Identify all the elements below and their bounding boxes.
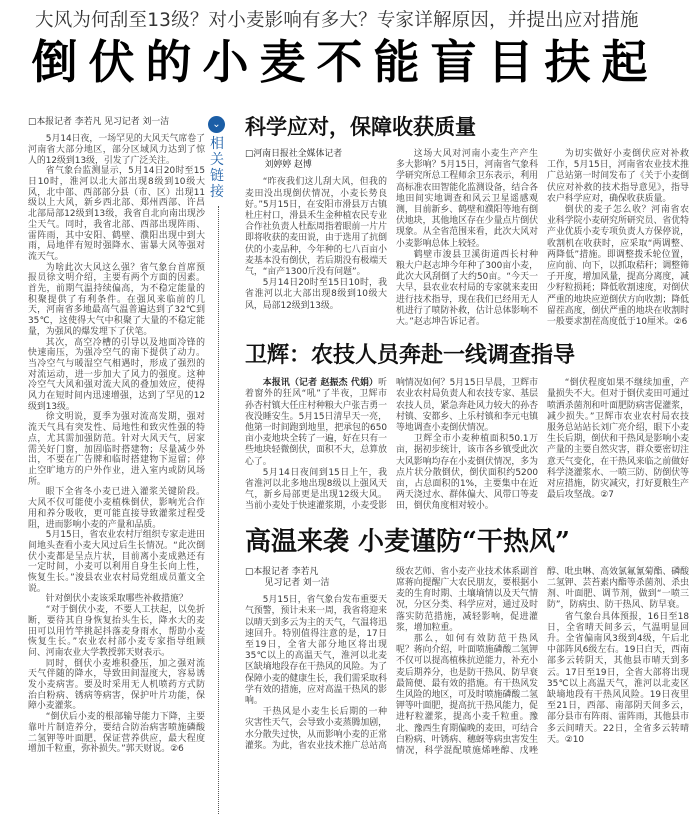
dotted-divider	[218, 206, 219, 814]
paragraph: 徐文明说，夏季为强对流高发期，强对流天气具有突发性、局地性和致灾性强的特点，尤其需加强防范。针对大风天气，居家需关好门窗，加固临时搭建物；尽量减少外出，不要在广告牌和临时搭建物下逗留；停止空旷地方的户外作业，进入室内或防风场所。	[28, 412, 205, 487]
paragraph: 鹤壁市浚县卫溪街道西长村种粮大户赵志坤今年种了300亩小麦，此次大风刮倒了大约50亩。“今天一大早，县农业农村局的专家就来麦田进行技术指导，现在我们已经用无人机进行了喷防补救，估计总体影响不大。”赵志坤告诉记者。	[396, 249, 538, 328]
paragraph: “对于倒伏小麦，不要人工扶起，以免折断，要待其自身恢复抬头生长，降水大的麦田可以用竹竿挑起抖落麦身雨水，帮助小麦恢复生长。”农业农村部小麦专家指导组顾问、河南农业大学教授郭天财表示。	[28, 605, 205, 658]
section-title: 科学应对，保障收获质量	[245, 114, 476, 139]
paragraph: 倒伏的麦子怎么收？河南省农业科学院小麦研究所研究员、省优特产业优质小麦专项负责人方保停说，收割机在收获时，应采取“两调整、两降低”措施。即调整拨禾轮位置，应向前、向下，以抓取秸秆；调整筛子开度，增加风量，提高分离度，减少籽粒损耗；降低收割速度，对倒伏严重的地块应逆倒伏方向收割；降低留茬高度，倒伏严重的地块在收割时一般要求割茬高度低于10厘米。②6	[547, 205, 689, 328]
paragraph-text: 听着窗外的狂风“吼”了半夜，卫辉市孙杏村镇大任庄村种粮大户张吉勇一夜没睡安生。5月15日清早天一亮，他第一时间跑到地里，把承包的650亩小麦地块全转了一遍，好在只有一些地块轻微倒伏，面积不大，总算放心了。	[245, 378, 387, 467]
paragraph: “倒伏后小麦的根部输导能力下降，主要靠叶片制造养分，要结合防治病害喷施磷酸二氢钾等叶面肥，保证营养供应，最大程度增加千粒重，弥补损失。”郭天财说。②6	[28, 712, 205, 755]
paragraph: 同时，倒伏小麦堆积叠压，加之强对流天气伴随的降水，导致田间湿度大，容易诱发小麦病害。要及时采用无人机喷药方式防治白粉病、锈病等病害，保护叶片功能，保障小麦灌浆。	[28, 658, 205, 712]
section-body	[245, 149, 689, 328]
section-title: 卫辉：农技人员奔赴一线调查指导	[245, 342, 576, 369]
section-title: 高温来袭 小麦谨防“干热风”	[245, 526, 570, 557]
paragraph: 干热风是小麦生长后期的一种灾害性天气，会导致小麦蒸腾加剧，水分散失过快，从而影响小麦的正常灌浆。为此，省农业技术推广总站高级农艺师、省小麦产业技术体系副首席蒋向提醒广大农民朋友，要根据小麦的生育时期、土壤墒情以及天气情况，分区分类、科学应对，通过及时落实防范措施，减轻影响，促进灌浆，增加粒重。	[245, 566, 538, 751]
paragraph: 省气象台监测显示，5月14日20时至15日10时，淮河以北大部出现8级到10级大风，北中部、西部部分县（市、区）出现11级以上大风，新乡西北部、郑州西部、许昌北部局部12级到13级，我省自北向南出现沙尘天气。同时，我省北部、西部出现阵雨、雷阵雨，其中安阳、鹤壁、濮阳出现中到大雨，局地伴有短时强降水、雷暴大风等强对流天气。	[28, 166, 205, 262]
paragraph: “倒伏程度如果不继续加重，产量损失不大。但对于倒伏麦田可通过喷洒杀菌剂和叶面肥防病害促灌浆，减少损失。”卫辉市农业农村局农技服务总站站长刘广亮介绍，眼下小麦生长后期，倒伏和干热风是影响小麦产量的主要自然灾害，群众要密切注意天气变化，在干热风来临之前做好科学浇灌浆水、一喷三防、防倒伏等对应措施，防灾减灾，打好夏粮生产最后攻坚战。②7	[547, 378, 689, 501]
byline-line: □本报记者 李若凡	[245, 566, 319, 577]
paragraph: 为切实做好小麦倒伏应对补救工作，5月15日，河南省农业技术推广总站第一时间发布了《关于小麦倒伏应对补救的技术指导意见》，指导农户科学应对，确保收获质量。	[547, 149, 689, 204]
byline-line: □河南日报社全媒体记者	[245, 149, 343, 159]
paragraph: 5月14日20时至15日10时，我省淮河以北大部出现8级到10级大风，局部12级到13级。	[245, 278, 387, 311]
paragraph: 其次，高空冷槽的引导以及地面冷锋的快速南压，为强冷空气的南下提供了动力。当冷空气与暖湿空气相遇时，形成了强烈的对流运动，进一步加大了风力的强度。这种冷空气大风和强对流大风的叠加效应，使得风力在短时间内迅速增强，达到了罕见的12级到13级。	[28, 337, 205, 412]
paragraph	[245, 378, 387, 468]
article-body	[245, 567, 689, 757]
section-body	[245, 378, 689, 512]
paragraph: 5月15日，省气象台发布重要天气预警，预计未来一周，我省将迎来以晴天到多云为主的天气，气温将迅速回升。特别值得注意的是，17日至19日，全省大部分地区将出现35℃以上的高温天气，淮河以北麦区缺墒地段存在干热风的风险。为了保障小麦的健康生长，我们需采取科学有效的措施，应对高温干热风的影响。	[245, 595, 387, 706]
paragraph: 5月15日，省农业农村厅组织专家走进田间地头查看小麦大风过后生长情况。“此次倒伏小麦都是呈点片状，目前离小麦成熟还有一定时间，小麦可以利用自身生长向上性，恢复生长。”浚县农业农村局党组成员董文全说。	[28, 530, 205, 594]
paragraph: 针对倒伏小麦该采取哪些补救措施？	[45, 594, 188, 605]
related-articles	[245, 113, 689, 757]
paragraph: 为啥此次大风这么强？省气象台首席预报员徐文明介绍，主要有两个方面的因素。首先，前期气温持续偏高，为不稳定能量的积聚提供了有利条件。在强风来临前的几天，河南省多地最高气温普遍达到了32℃到35℃，这使得大气中积聚了大量的不稳定能量，为强风的爆发埋下了伏笔。	[28, 262, 205, 337]
section-body	[245, 567, 689, 757]
article-body	[245, 149, 689, 328]
byline-line: 刘婷婷 赵博	[264, 160, 312, 171]
headline-subtitle: 大风为何刮至13级？对小麦影响有多大？专家详解原因，并提出应对措施	[35, 10, 639, 31]
dateline: 本报讯（记者 赵振杰 代娟）	[262, 378, 379, 389]
byline: □本报记者 李若凡 见习记者 刘一洁	[28, 117, 170, 127]
paragraph: 那么，如何有效防范干热风呢？蒋向介绍，叶面喷施磷酸二氢钾不仅可以提高植株抗逆能力，补充小麦后期养分，也是防干热风、防早衰最简便、最有效的措施。有干热风发生风险的地区，可及时喷施磷酸二氢钾等叶面肥，提高抗干热风能力，促进籽粒灌浆，提高小麦千粒重。豫北、豫西生育期偏晚的麦田，可结合白粉病、叶锈病、穗蚜等病虫害发生情况，科学混配喷施烯唑醇、戊唑醇、吡虫啉、高效氯氟氰菊酯、磷酸二氢钾、芸苔素内酯等杀菌剂、杀虫剂、叶面肥、调节剂，做到“一喷三防”，防病虫、防干热风、防早衰。	[396, 566, 689, 756]
paragraph: 卫辉全市小麦种植面积50.1万亩，据初步统计，该市各乡镇受此次大风影响均存在小麦倒伏情况，多为点片状分散倒伏，倒伏面积约5200亩，占总面积的1%，主要集中在近两天浇过水、群体偏大、风带口等麦田，倒伏角度相对较小。	[396, 434, 538, 512]
byline	[245, 149, 387, 171]
article-body	[28, 134, 205, 755]
byline-line: 见习记者 刘一洁	[264, 577, 330, 588]
headline-title: 倒伏的小麦不能盲目扶起	[31, 35, 659, 89]
paragraph: 省气象台具体预报，16日至18日，全省晴天间多云，气温明显回升。全省偏南风3级到4级，午后北中部阵风6级左右。19日白天，西南部多云转阴天，其他县市晴天到多云。17日至19日，全省大部将出现35℃以上高温天气，淮河以北麦区缺墒地段有干热风风险。19日夜里至21日，西部、南部阴天间多云，部分县市有阵雨、雷阵雨，其他县市多云间晴天。22日，全省多云转晴天。②10	[547, 611, 689, 745]
left-article	[28, 117, 205, 755]
paragraph: 5月14日夜间到15日上午，我省淮河以北多地出现8级以上强风天气，新乡局部更是出现12级大风。当前小麦处于快速灌浆期，小麦受影响情况如何？5月15日早晨，卫辉市农业农村局负责人和农技专家、基层农技人员，紧急奔赴风力较大的孙杏村镇、安都乡、上乐村镇和李元屯镇等地调查小麦倒伏情况。	[245, 378, 538, 512]
chevron-down-circle-icon: ⌄	[208, 116, 225, 133]
paragraph: 5月14日夜，一场罕见的大风天气席卷了河南省大部分地区，部分区域风力达到了惊人的12级到13级，引发了广泛关注。	[28, 134, 205, 166]
related-links-text: 相关链接	[210, 136, 224, 200]
paragraph: “昨夜我们这儿刮大风，但我的麦田没出现倒伏情况，小麦长势良好。”5月15日，在安阳市滑县万古镇杜庄村口，滑县禾生金种植农民专业合作社负责人杜酝周指着眼前一片片即将收获的麦田说，由于选用了抗倒伏的小麦品种，今年种的七八百亩小麦基本没有倒伏，若后期没有极端天气，“亩产1300斤没有问题”。	[245, 177, 387, 278]
paragraph: 这场大风对河南小麦生产产生多大影响？5月15日，河南省气象科学研究所总工程师余卫东表示，利用高标准农田智能化监测设备，结合各地田间实地调查和风云卫星遥感观测，目前新乡、鹤壁和濮阳等地有倒伏地块，其他地区存在少量点片倒伏现象。从全省范围来看，此次大风对小麦影响总体上较轻。	[396, 149, 538, 249]
related-links-label	[207, 116, 227, 200]
byline	[245, 567, 387, 589]
paragraph: 眼下全省冬小麦已进入灌浆关键阶段。大风不仅可能使小麦植株倒伏，影响光合作用和养分吸收，更可能直接导致灌浆过程受阻，进而影响小麦的产量和品质。	[28, 487, 205, 530]
